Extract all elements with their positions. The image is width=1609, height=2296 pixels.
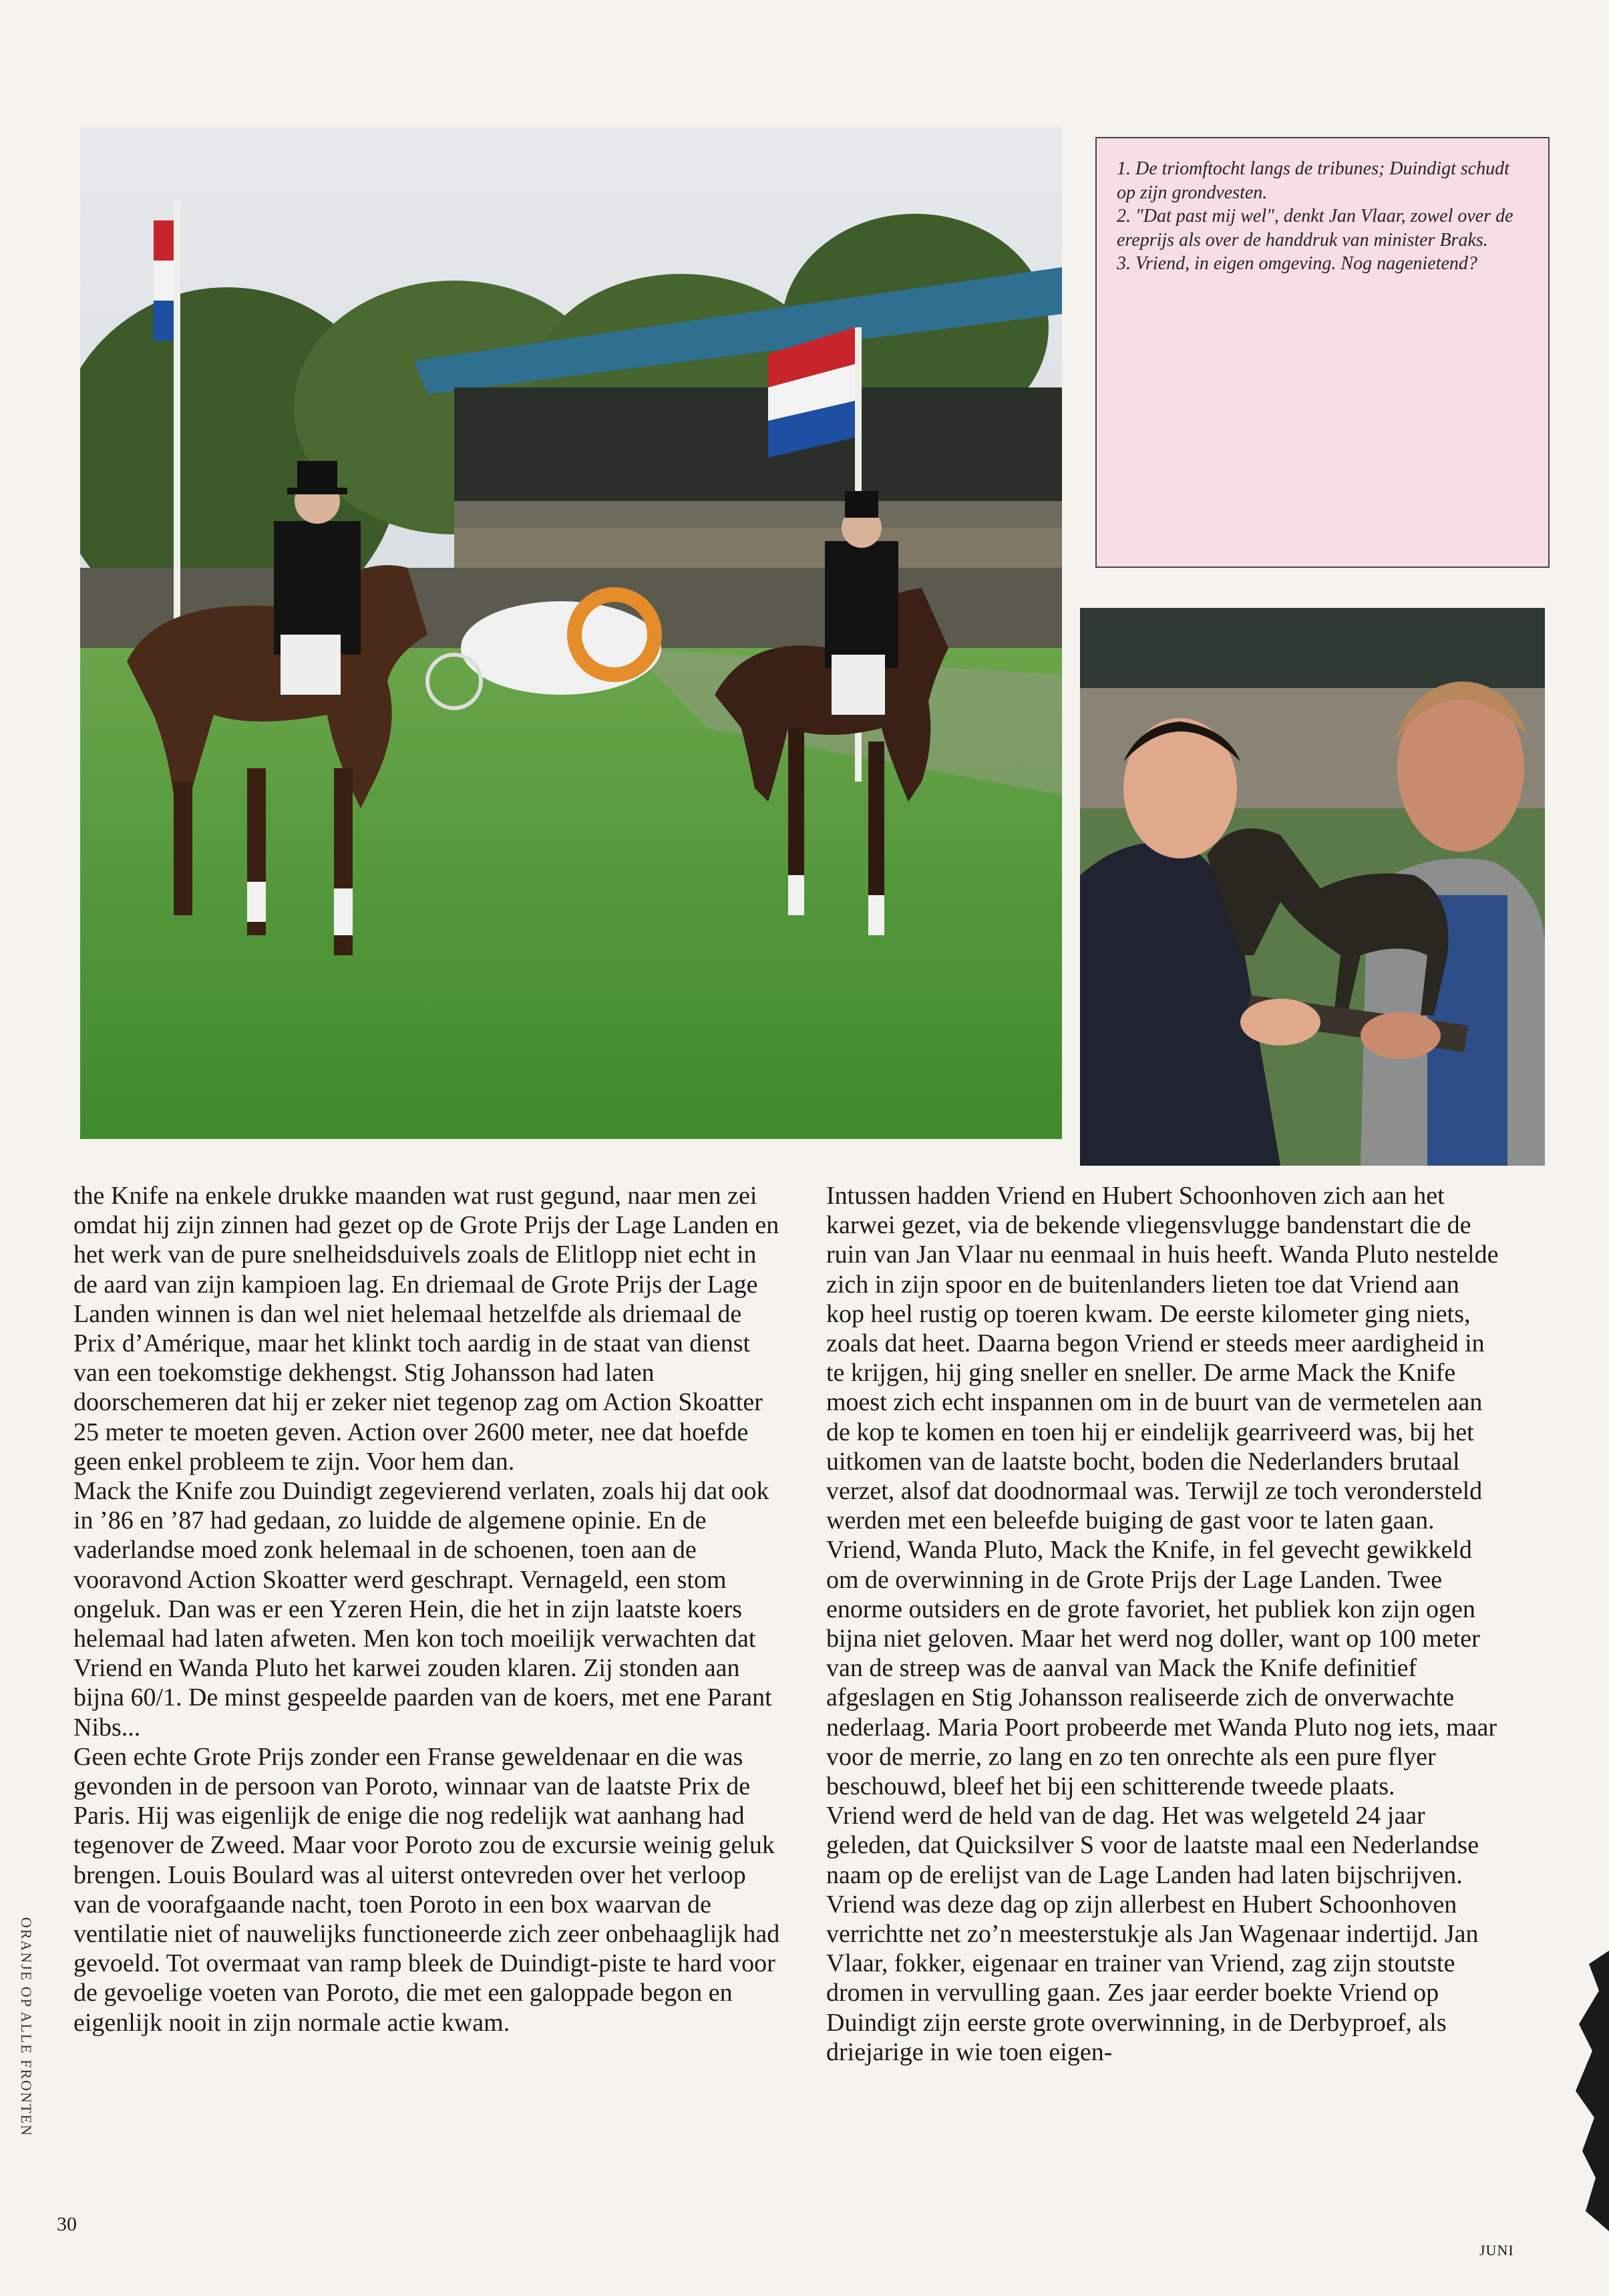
article-left-column [73, 1181, 781, 2037]
paragraph: Vriend, Wanda Pluto, Mack the Knife, in fel gevecht gewikkeld om de overwinning in de Grote Prijs der Lage Landen. Twee enorme outsiders en de grote favoriet, het publiek kon zijn ogen bijna niet geloven. Maar het werd nog doller, want op 100 meter van de streep was de aanval van Mack the Knife definitief afgeslagen en Stig Johansson realiseerde zich de onverwachte nederlaag. Maria Poort probeerde met Wanda Pluto nog iets, maar voor de merrie, zo lang en zo ten onrechte als een pure flyer beschouwd, bleef het bij een schitterende tweede plaats. [826, 1536, 1497, 1801]
trophy-photo [1080, 608, 1545, 1166]
torn-edge-decoration [1562, 1951, 1609, 2231]
caption-3: 3. Vriend, in eigen omgeving. Nog nagenietend? [1117, 253, 1477, 275]
page-number: 30 [57, 2213, 77, 2235]
caption-2: 2. "Dat past mij wel", denkt Jan Vlaar, zowel over de ereprijs als over de handdruk van minister Braks. [1117, 206, 1513, 251]
paragraph: Geen echte Grote Prijs zonder een Franse geweldenaar en die was gevonden in de persoon van Poroto, winnaar van de laatste Prix de Paris. Hij was eigenlijk de enige die nog redelijk wat aanhang had tegenover de Zweed. Maar voor Poroto zou de excursie weinig geluk brengen. Louis Boulard was al uiterst ontevreden over het verloop van de voorafgaande nacht, toen Poroto in een box waarvan de ventilatie niet of nauwelijks functioneerde zich zeer onbehaaglijk had gevoeld. Tot overmaat van ramp bleek de Duindigt-piste te hard voor de gevoelige voeten van Poroto, die met een galoppade begon en eigenlijk nooit in zijn normale actie kwam. [73, 1742, 780, 2037]
caption-1: 1. De triomftocht langs de tribunes; Duindigt schudt op zijn grondvesten. [1117, 158, 1509, 203]
section-running-title: ORANJE OP ALLE FRONTEN [18, 1917, 35, 2137]
paragraph: Intussen hadden Vriend en Hubert Schoonhoven zich aan het karwei gezet, via de bekende vliegensvlugge bandenstart die de ruin van Jan Vlaar nu eenmaal in huis heeft. Wanda Pluto nestelde zich in zijn spoor en de buitenlanders lieten toe dat Vriend aan kop heel rustig op toeren kwam. De eerste kilometer ging niets, zoals dat heet. Daarna begon Vriend er steeds meer aardigheid in te krijgen, hij ging sneller en sneller. De arme Mack the Knife moest zich echt inspannen om in de buurt van de vermetelen aan de kop te komen en toen hij er eindelijk gearriveerd was, bij het uitkomen van de laatste bocht, boden die Nederlanders brutaal verzet, alsof dat doodnormaal was. Terwijl ze toch verondersteld werden met een beleefde buiging de gast voor te laten gaan. [826, 1182, 1499, 1535]
issue-month: JUNI [1479, 2242, 1514, 2259]
paragraph: Mack the Knife zou Duindigt zegevierend verlaten, zoals hij dat ook in ’86 en ’87 had gedaan, zo luidde de algemene opinie. En de vaderlandse moed zonk helemaal in de schoenen, toen aan de vooravond Action Skoatter werd geschrapt. Vernageld, een stom ongeluk. Dan was er een Yzeren Hein, die het in zijn laatste koers helemaal had laten afweten. Men kon toch moeilijk verwachten dat Vriend en Wanda Pluto het karwei zouden klaren. Zij stonden aan bijna 60/1. De minst gespeelde paarden van de koers, met ene Parant Nibs... [73, 1477, 772, 1742]
paragraph: Vriend werd de held van de dag. Het was welgeteld 24 jaar geleden, dat Quicksilver S voor de laatste maal een Nederlandse naam op de erelijst van de Lage Landen had laten bijschrijven. Vriend was deze dag op zijn allerbest en Hubert Schoonhoven verrichtte net zo’n meesterstukje als Jan Wagenaar indertijd. Jan Vlaar, fokker, eigenaar en trainer van Vriend, zag zijn stoutste dromen in vervulling gaan. Zes jaar eerder boekte Vriend op Duindigt zijn eerste grote overwinning, in de Derbyproef, als driejarige in wie toen eigen- [826, 1802, 1479, 2066]
article-right-column [826, 1181, 1502, 2067]
parade-photo [80, 127, 1062, 1139]
paragraph: the Knife na enkele drukke maanden wat rust gegund, naar men zei omdat hij zijn zinnen had gezet op de Grote Prijs der Lage Landen en het werk van de pure snelheidsduivels zoals de Elitlopp niet echt in de aard van zijn kampioen lag. En driemaal de Grote Prijs der Lage Landen winnen is dan wel niet helemaal hetzelfde als driemaal de Prix d’Amérique, maar het klinkt toch aardig in de staat van dienst van een toekomstige dekhengst. Stig Johansson had laten doorschemeren dat hij er zeker niet tegenop zag om Action Skoatter 25 meter te moeten geven. Action over 2600 meter, nee dat hoefde geen enkel probleem te zijn. Voor hem dan. [73, 1182, 779, 1476]
photo-captions [1095, 137, 1550, 568]
